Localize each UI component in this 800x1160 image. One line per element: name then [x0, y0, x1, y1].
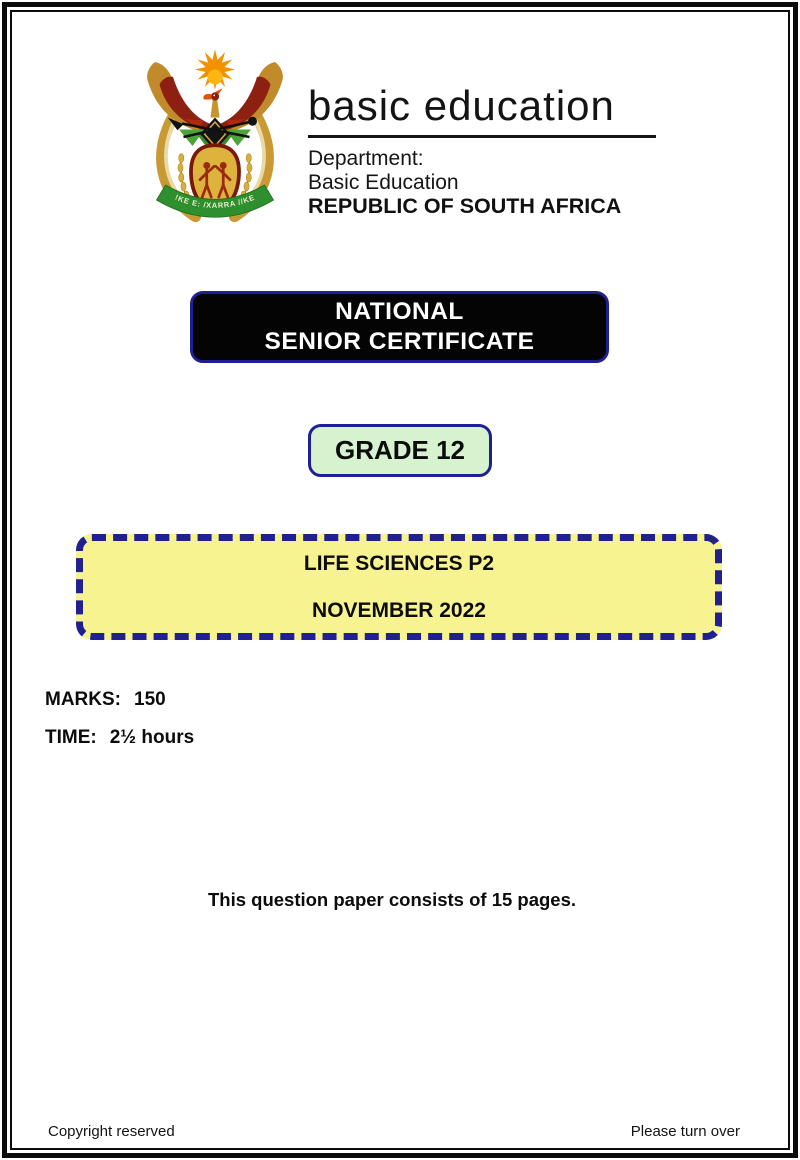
bird-head — [203, 88, 222, 117]
exam-session: NOVEMBER 2022 — [312, 598, 486, 622]
brand-title: basic education — [308, 82, 615, 129]
coat-of-arms-logo — [140, 45, 290, 241]
subject-title: LIFE SCIENCES P2 — [303, 551, 495, 575]
footer-turn-over: Please turn over — [630, 1123, 740, 1140]
certificate-line2: SENIOR CERTIFICATE — [264, 328, 535, 355]
page-footer — [48, 1123, 740, 1140]
marks-label: MARKS: — [45, 689, 121, 710]
footer-copyright: Copyright reserved — [48, 1123, 175, 1140]
department-wordmark — [308, 82, 688, 218]
brand-underline — [308, 135, 656, 138]
marks-value: 150 — [134, 689, 166, 710]
certificate-banner — [190, 291, 609, 363]
time-label: TIME: — [45, 727, 97, 748]
time-value: 2½ hours — [109, 727, 195, 748]
department-line2: Basic Education — [308, 170, 459, 194]
country-name: REPUBLIC OF SOUTH AFRICA — [308, 194, 622, 218]
grade-label: GRADE 12 — [334, 435, 466, 465]
time-line — [45, 727, 194, 749]
marks-line — [45, 689, 166, 711]
pages-note: This question paper consists of 15 pages. — [207, 889, 577, 910]
subject-box — [76, 534, 722, 640]
grade-badge — [308, 424, 492, 477]
motto-text: !KE E: /XARRA //KE — [173, 192, 257, 210]
department-line1: Department: — [308, 147, 424, 170]
certificate-line1: NATIONAL — [335, 298, 464, 325]
